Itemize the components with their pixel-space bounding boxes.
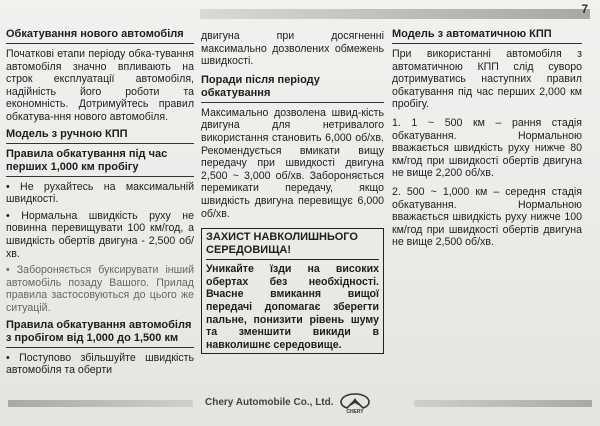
chery-logo-icon bbox=[338, 392, 372, 414]
environment-box bbox=[201, 228, 384, 354]
break-in-intro: Початкові етапи періоду обка-тування автомобіля значно впливають на строк експлуатації автомобіля, надійність його роботи та економність. Дотримуйтесь правил обкатува-ння нового автомобіля. bbox=[6, 48, 194, 123]
after-break-in-text: Максимально дозволена швид-кість двигуна для нетривалого використання становить 6,000 об/хв. Рекомендується вмикати вищу передачу при швидкості двигуна 2,500 ~ 3,000 об/хв. Забороняється перемикати передачу, якщо швидкість двигуна перевищує 6,000 об/хв. bbox=[201, 106, 384, 220]
heading-break-in: Обкатування нового автомобіля bbox=[6, 28, 194, 44]
engine-limit-text: двигуна при досягненні максимально дозволених обмежень швидкості. bbox=[201, 30, 384, 68]
environment-box-text: Уникайте їзди на високих обертах без необхідності. Вчасне вмикання вищої передачі допомагає зберегти пальне, понизити рівень шуму та зменшити викиди в навколишнє середовище. bbox=[206, 263, 379, 351]
footer-company: Chery Automobile Co., Ltd. bbox=[205, 397, 334, 408]
header-bar bbox=[200, 9, 590, 19]
heading-1000-1500km: Правила обкатування автомобіля з пробігом від 1,000 до 1,500 км bbox=[6, 319, 194, 348]
logo-text: CHERY bbox=[346, 409, 364, 414]
bullet-normal-speed: • Нормальна швидкість руху не повинна перевищувати 100 км/год, а швидкість обертів двигуна - 2,500 об/хв. bbox=[6, 210, 194, 260]
bullet-towing: • Забороняється буксирувати інший автомобіль позаду Вашого. Прилад правила застосовуються до цього же ситуацій. bbox=[6, 264, 194, 314]
automatic-stage-2: 2. 500 ~ 1,000 км – середня стадія обкатування. Нормальною вважається швидкість руху нижче 100 км/год при швидкості обертів двигуна не вище 2,500 об/хв. bbox=[392, 185, 582, 249]
column-middle bbox=[201, 30, 384, 354]
heading-manual-transmission: Модель з ручною КПП bbox=[6, 128, 194, 144]
heading-automatic-transmission: Модель з автоматичною КПП bbox=[392, 28, 582, 44]
column-right bbox=[392, 28, 582, 255]
column-left bbox=[6, 28, 194, 381]
page-number: 7 bbox=[581, 2, 588, 16]
bullet-increase-speed: • Поступово збільшуйте швидкість автомобіля та оберти bbox=[6, 352, 194, 377]
footer-bar-left bbox=[8, 400, 193, 407]
automatic-stage-1: 1. 1 ~ 500 км – рання стадія обкатування. Нормальною вважається швидкість руху нижче 80 км/год при швидкості обертів двигуна не вище 2,200 об/хв. bbox=[392, 116, 582, 180]
environment-box-title: ЗАХИСТ НАВКОЛИШНЬОГО СЕРЕДОВИЩА! bbox=[206, 231, 379, 260]
automatic-intro: При використанні автомобіля з автоматичною КПП слід суворо дотримуватись наступних правил обкатування під час перших 2,000 км пробігу. bbox=[392, 48, 582, 111]
heading-after-break-in: Поради після періоду обкатування bbox=[201, 74, 384, 103]
heading-first-1000km: Правила обкатування під час перших 1,000 км пробігу bbox=[6, 148, 194, 177]
bullet-max-speed: • Не рухайтесь на максимальній швидкості. bbox=[6, 181, 194, 206]
footer-bar-right bbox=[414, 400, 592, 407]
